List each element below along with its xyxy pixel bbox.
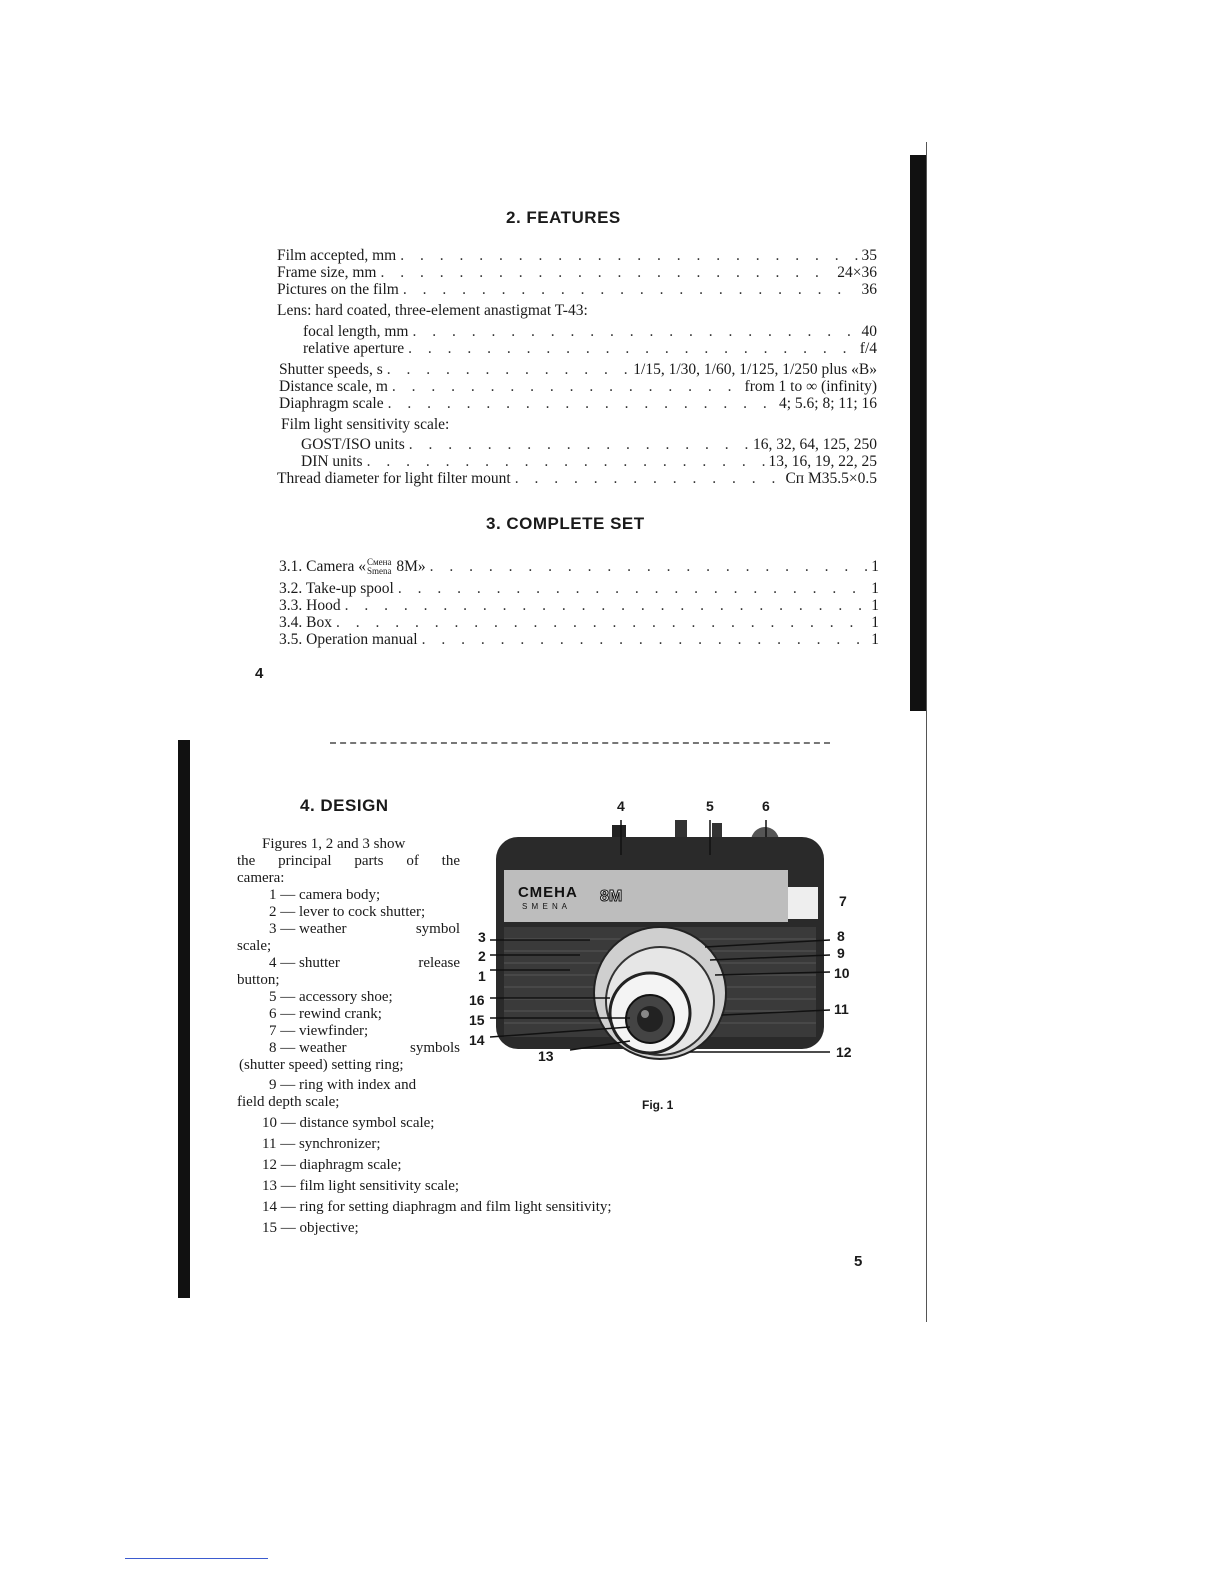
part-item: 11 — synchronizer; — [262, 1136, 381, 1152]
viewfinder — [788, 887, 818, 919]
scan-edge-bar — [178, 740, 190, 1298]
callout-13: 13 — [538, 1048, 554, 1064]
page-number: 4 — [255, 665, 264, 682]
callout-14: 14 — [469, 1032, 485, 1048]
part-item: 5 — accessory shoe; — [269, 989, 393, 1005]
feature-row: Shutter speeds, s . . . 1/15, 1/30, 1/60, 1/125, 1/250 plus «B» — [279, 361, 877, 378]
callout-5: 5 — [706, 798, 714, 814]
part-item: 2 — lever to cock shutter; — [269, 904, 426, 920]
part-item: 10 — distance symbol scale; — [262, 1115, 435, 1131]
part-item: 3 — weather symbol — [269, 921, 460, 937]
part-item: 4 — shutter release — [269, 955, 460, 971]
part-item: 12 — diaphragm scale; — [262, 1157, 402, 1173]
callout-2: 2 — [478, 948, 486, 964]
part-item: 13 — film light sensitivity scale; — [262, 1178, 460, 1194]
feature-row: Film accepted, mm . . . 35 — [277, 247, 877, 264]
design-heading: 4. DESIGN — [300, 796, 389, 815]
complete-set-heading: 3. COMPLETE SET — [486, 514, 645, 533]
set-item: 3.2. Take-up spool . . . 1 — [279, 580, 879, 597]
set-item: 3.4. Box . . . 1 — [279, 614, 879, 631]
scan-edge-bar — [910, 155, 927, 711]
callout-3: 3 — [478, 929, 486, 945]
callout-8: 8 — [837, 928, 845, 944]
callout-15: 15 — [469, 1012, 485, 1028]
part-item: (shutter speed) setting ring; — [239, 1057, 404, 1073]
part-item: scale; — [237, 938, 272, 954]
page-edge-line — [926, 142, 927, 1322]
part-item: 9 — ring with index and — [269, 1077, 417, 1093]
feature-row: Diaphragm scale . . . 4; 5.6; 8; 11; 16 — [279, 395, 877, 412]
page-divider — [330, 742, 830, 744]
callout-11: 11 — [834, 1001, 849, 1017]
callout-6: 6 — [762, 798, 770, 814]
part-item: 14 — ring for setting diaphragm and film light sensitivity; — [262, 1199, 612, 1215]
callout-10: 10 — [834, 965, 850, 981]
feature-row: Frame size, mm . . . 24×36 — [277, 264, 877, 281]
camera-brand-cyrillic: СМЕНА — [518, 884, 578, 901]
lens-heading: Lens: hard coated, three-element anastigmat T-43: — [277, 302, 588, 319]
callout-7: 7 — [839, 893, 847, 909]
part-item: 7 — viewfinder; — [269, 1023, 369, 1039]
camera-brand-latin: S M E N A — [522, 902, 568, 911]
design-intro-line: camera: — [237, 870, 285, 886]
callout-9: 9 — [837, 945, 845, 961]
feature-row: Distance scale, m . . . from 1 to ∞ (infinity) — [279, 378, 877, 395]
features-heading: 2. FEATURES — [506, 208, 621, 227]
feature-row: Thread diameter for light filter mount . . . Сп M35.5×0.5 — [277, 470, 877, 487]
callout-4: 4 — [617, 798, 625, 814]
part-item: 15 — objective; — [262, 1220, 359, 1236]
callout-12: 12 — [836, 1044, 852, 1060]
camera-model: 8M — [600, 888, 623, 905]
feature-row: GOST/ISO units . . . 16, 32, 64, 125, 250 — [301, 436, 877, 453]
set-item: 3.1. Camera «Смена Smena 8M» . . . 1 — [279, 558, 879, 576]
part-item: 1 — camera body; — [269, 887, 381, 903]
part-item: field depth scale; — [237, 1094, 340, 1110]
feature-row: DIN units . . . 13, 16, 19, 22, 25 — [301, 453, 877, 470]
figure-caption: Fig. 1 — [642, 1098, 674, 1112]
set-item: 3.3. Hood . . . 1 — [279, 597, 879, 614]
design-intro-line: Figures 1, 2 and 3 show — [262, 836, 406, 852]
callout-1: 1 — [478, 968, 486, 984]
page-footer-line — [125, 1558, 268, 1559]
feature-row: focal length, mm . . . 40 — [303, 323, 877, 340]
part-item: 8 — weather symbols — [269, 1040, 460, 1056]
part-item: button; — [237, 972, 280, 988]
design-intro-line: the principal parts of the — [237, 853, 460, 869]
camera-illustration — [490, 815, 830, 1065]
feature-row: Pictures on the film . . . 36 — [277, 281, 877, 298]
sensitivity-heading: Film light sensitivity scale: — [281, 416, 450, 433]
feature-row: relative aperture . . . f/4 — [303, 340, 877, 357]
part-item: 6 — rewind crank; — [269, 1006, 382, 1022]
page-number: 5 — [854, 1253, 863, 1270]
set-item: 3.5. Operation manual . . . 1 — [279, 631, 879, 648]
objective — [637, 1006, 663, 1032]
callout-16: 16 — [469, 992, 485, 1008]
